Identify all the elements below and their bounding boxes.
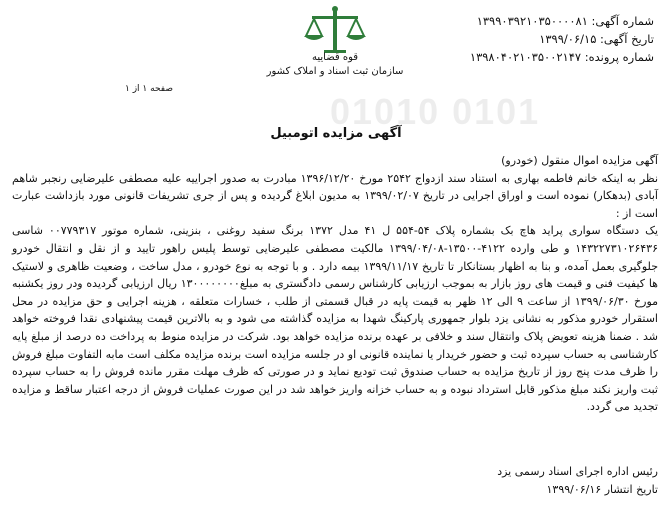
- watermark: 01010 0101: [330, 91, 541, 132]
- case-number: شماره پرونده: ۱۳۹۸۰۴۰۲۱۰۳۵۰۰۲۱۴۷: [469, 50, 654, 64]
- publish-date: تاریخ انتشار ۱۳۹۹/۰۶/۱۶: [546, 482, 658, 496]
- ad-date: تاریخ آگهی: ۱۳۹۹/۰۶/۱۵: [539, 32, 654, 46]
- judiciary-label: قوه قضاییه: [311, 52, 359, 63]
- body-paragraph: یک دستگاه سواری پراید هاچ بک بشماره پلاک ۵۴-۵۵۴ ل ۴۱ مدل ۱۳۷۲ برنگ سفید روغنی ، بنزینی، شماره موتور ۰۰۷۷۹۳۱۷ شاسی ۱۴۳۲۲۷۳۱۰۲۶۴۳۶ و طی وارده ۴۱۲۲-۱۳۵۰۰-۱۳۹۹/۰۴/۰۸ مالکیت مصطفی علیرضایی توسط پلیس راهور تایید و از نقل و انتقال خودرو جلوگیری بعمل آمده، و بنا به اظهار بستانکار تا تاریخ ۱۳۹۹/۱۱/۱۷ بیمه دارد . و با توجه به نوع خودرو ، مدل ساخت ، وضعیت ظاهری و لاستیک ها کیفیت فنی و قیمت های روز بازار به بموجب ارزیابی کارشناس رسمی دادگستری به مبلغ۱۳۰۰۰۰۰۰۰۰ ریال ارزیابی گردیده ودر روز یکشنبه مورخ ۱۳۹۹/۰۶/۳۰ از ساعت ۹ الی ۱۲ ظهر به قیمت پایه در قبال قسمتی از طلب ، خسارات متعلقه ، هزینه اجرایی و حق مزایده در محل استقرار خودرو مذکور به نشانی یزد بلوار جمهوری پارکینگ شهدا به مزایده گذاشته می شود و به بالاترین قیمت پیشنهادی نقدا فروخته خواهد شد . ضمنا هزینه تعویض پلاک وانتقال سند و خلافی بر عهده برنده مزایده خواهد بود. شرکت در مزایده منوط به پرداخت ده درصد از مبلغ پایه کارشناسی به حساب سپرده ثبت و حضور خریدار یا نماینده قانونی او در جلسه مزایده است برنده مزایده مکلف است مابه التفاوت مبلغ فروش را ظرف مدت پنج روز از تاریخ مزایده به حساب صندوق ثبت تودیع نماید و در صورتی که ظرف مهلت مقرر مانده فروش را به حساب سپرده ثبت واریز نکند مبلغ مذکور قابل استرداد نبوده و به حساب خزانه واریز خواهد شد در این صورت عملیات فروش از درجه اعتبار ساقط و مزایده تجدید می گردد.: [12, 224, 659, 414]
- signature-line: رئیس اداره اجرای اسناد رسمی یزد: [497, 465, 658, 478]
- body-paragraph: نظر به اینکه خانم فاطمه بهاری به استناد سند ازدواج ۲۵۴۲ مورخ ۱۳۹۶/۱۲/۲۰ مبادرت به صدور اجراییه علیه مصطفی علیرضایی رنجبر شاهم آبادی (بدهکار) نموده است و اوراق اجرایی در تاریخ ۱۳۹۹/۰۲/۰۷ به مدیون ابلاغ گردیده و پس از جری تشریفات قانونی مورد بازداشت عبارت است از :: [12, 171, 659, 220]
- document-body: [12, 152, 658, 416]
- page-title: آگهی مزایده اتومبیل: [270, 126, 402, 141]
- body-paragraph: آگهی مزایده اموال منقول (خودرو): [501, 154, 658, 167]
- page-number: صفحه ۱ از ۱: [125, 84, 173, 94]
- header-block: [470, 12, 654, 66]
- organization-label: سازمان ثبت اسناد و املاک کشور: [266, 66, 404, 77]
- footer-block: [497, 463, 658, 498]
- ad-number: شماره آگهی: ۱۳۹۹۰۳۹۲۱۰۳۵۰۰۰۰۸۱: [476, 14, 654, 28]
